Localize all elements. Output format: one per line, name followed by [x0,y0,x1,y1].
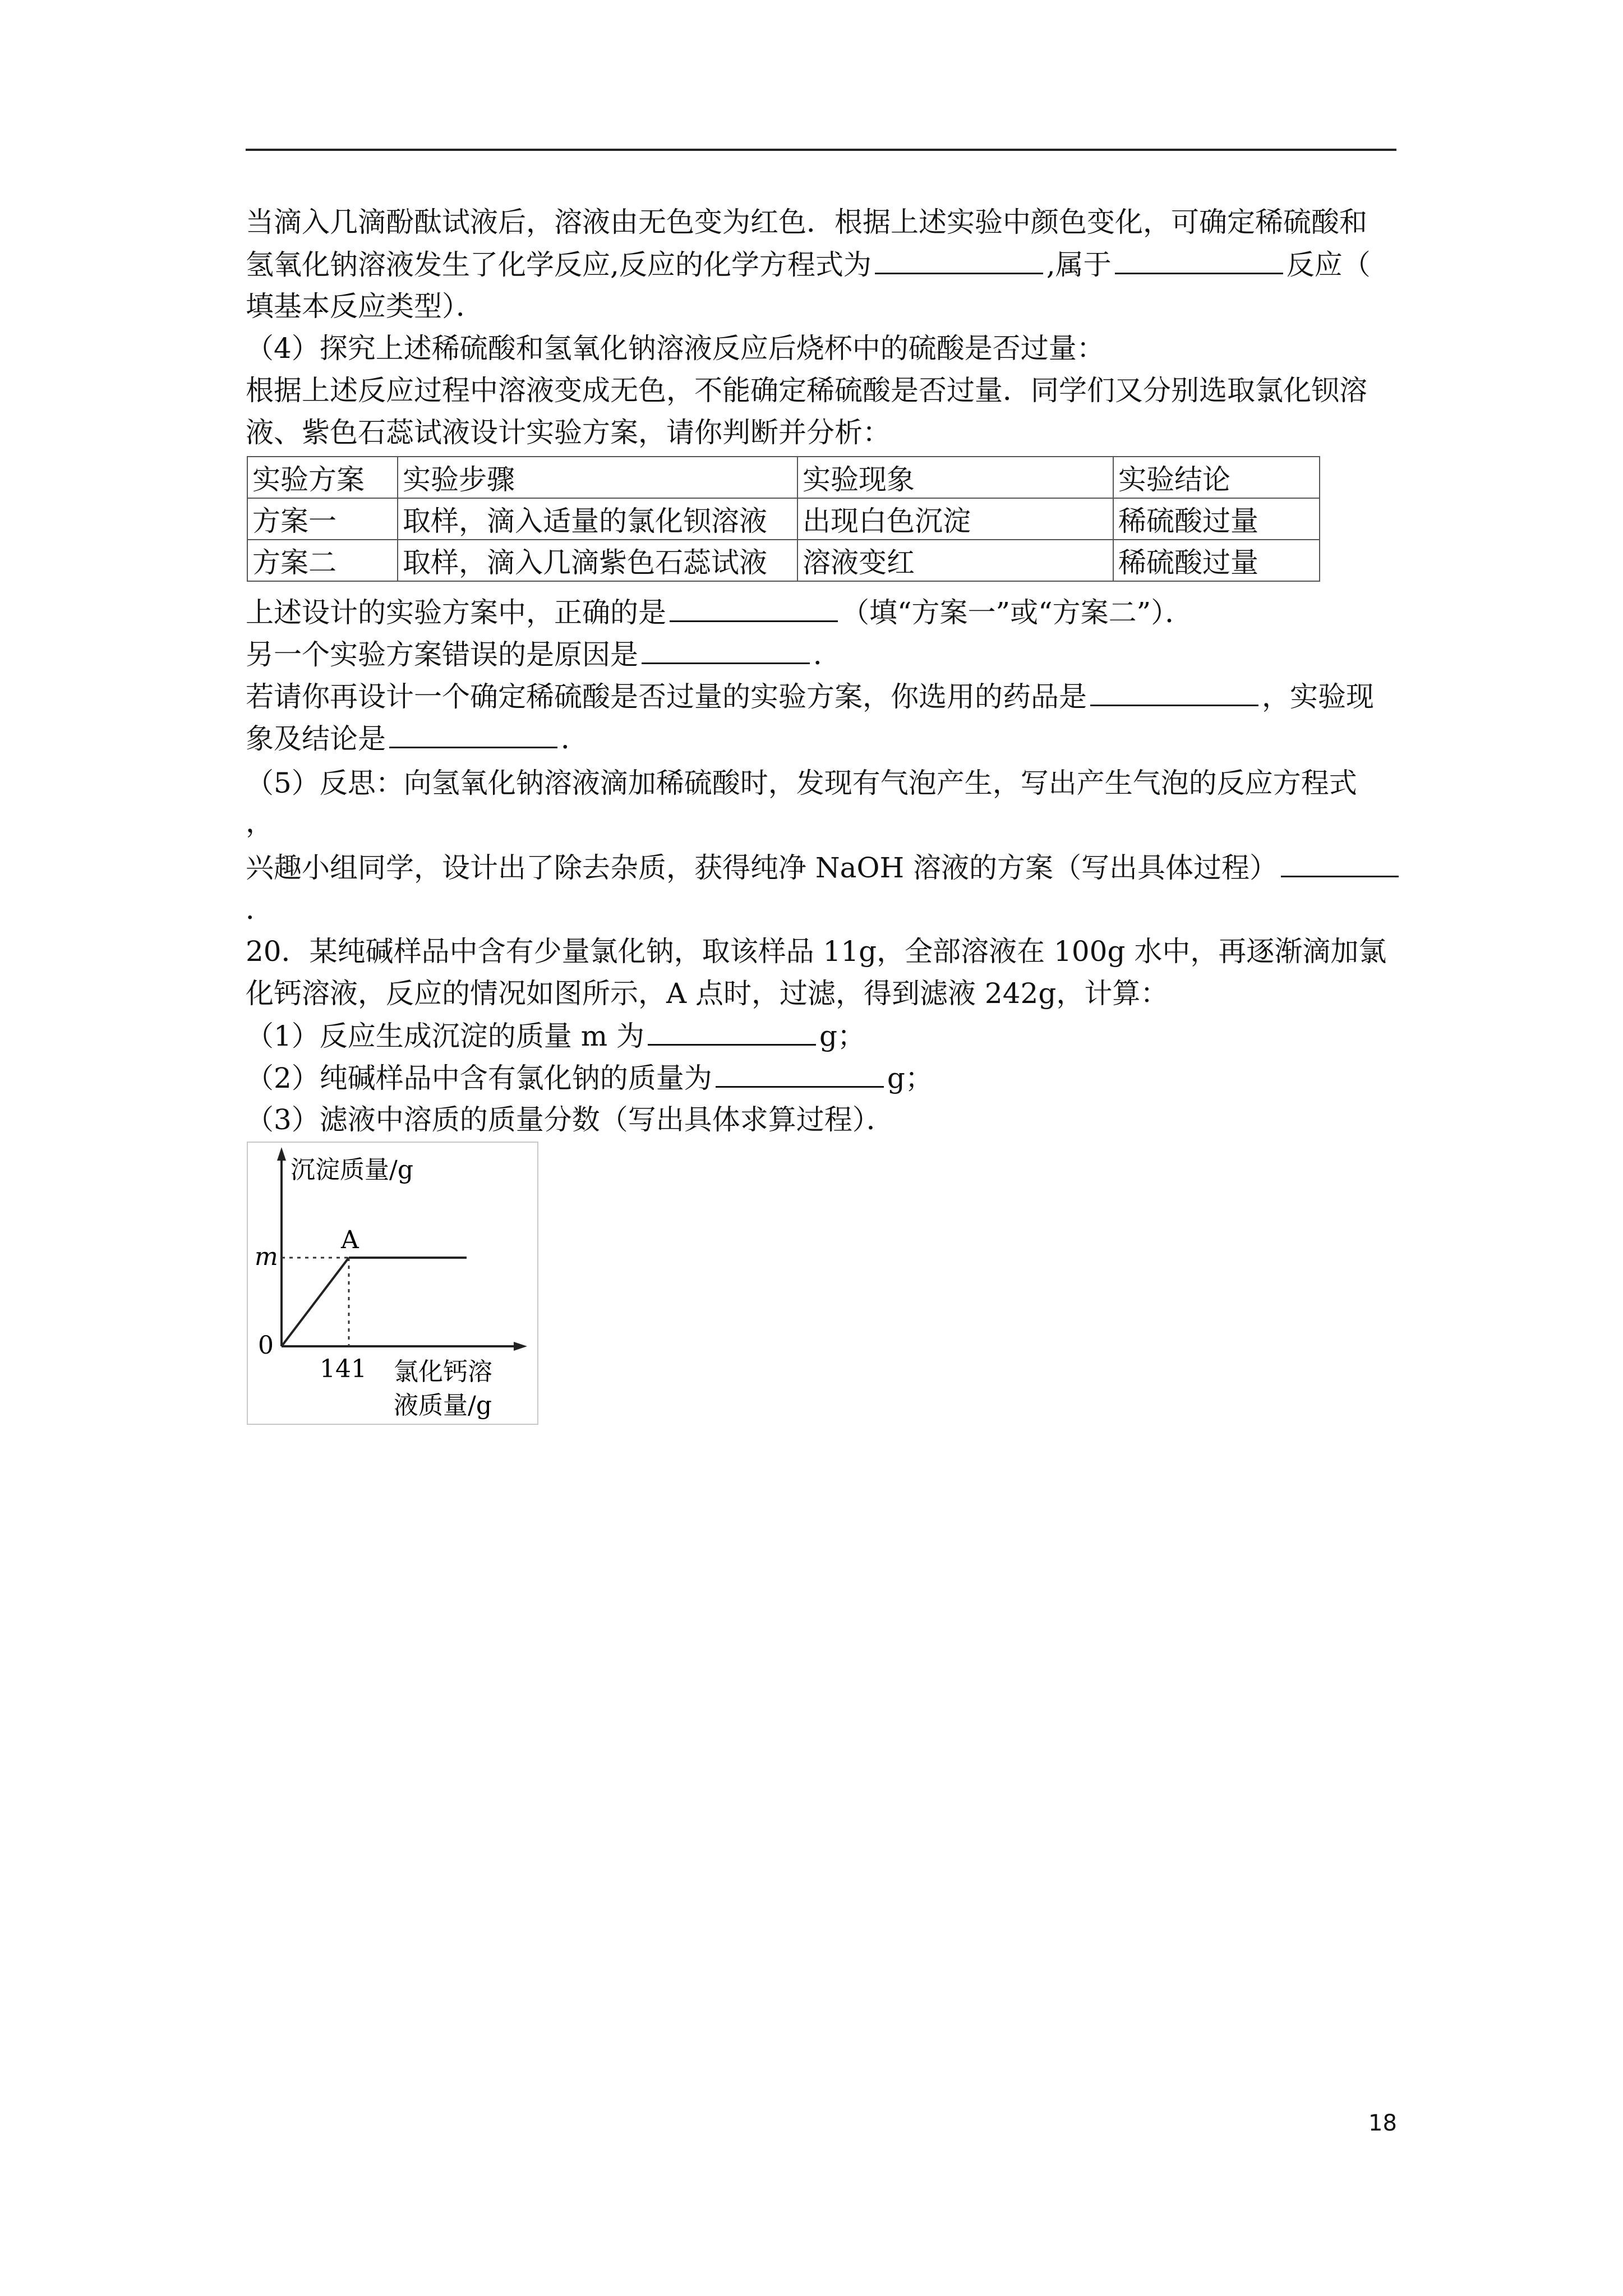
point-a-label: A [341,1226,359,1254]
text-line [246,1060,933,1096]
precipitate-graph [247,1142,538,1425]
figure-frame [247,1142,538,1424]
table-header-cell: 实验步骤 [398,457,797,498]
table-cell: 取样，滴入适量的氯化钡溶液 [398,498,797,540]
table-row [247,498,1320,540]
text-fragment: 上述设计的实验方案中，正确的是 [246,596,666,629]
text-fragment: ，实验现 [1262,680,1374,713]
text-line: （5）反思：向氢氧化钠溶液滴加稀硫酸时，发现有气泡产生，写出产生气泡的反应方程式 [246,767,1357,799]
text-line [246,595,1193,630]
text-line [246,721,589,756]
text-line: （4）探究上述稀硫酸和氢氧化钠溶液反应后烧杯中的硫酸是否过量： [246,332,1105,365]
text-line [246,637,841,672]
text-fragment: 象及结论是 [246,723,386,755]
text-fragment: g； [819,1020,866,1052]
answer-blank [875,247,1043,274]
answer-blank [648,1018,816,1046]
header-rule [246,149,1396,151]
table-header-row [247,457,1320,498]
text-line: 液、紫色石蕊试液设计实验方案，请你判断并分析： [246,416,891,449]
table-header-cell: 实验方案 [247,457,398,498]
table-cell: 取样，滴入几滴紫色石蕊试液 [398,540,797,581]
text-line: 根据上述反应过程中溶液变成无色，不能确定稀硫酸是否过量．同学们又分别选取氯化钡溶 [246,374,1367,407]
text-fragment: （2）纯碱样品中含有氯化钠的质量为 [246,1062,712,1094]
text-fragment: g； [887,1062,933,1094]
answer-blank [1281,850,1399,877]
text-line: 填基本反应类型）． [246,290,484,323]
text-fragment: ,属于 [1046,249,1112,281]
x-axis-label-line2: 液质量/g [394,1391,492,1420]
table-cell: 稀硫酸过量 [1113,498,1320,540]
text-line [246,850,1402,885]
answer-blank [389,721,557,748]
y-axis-label: 沉淀质量/g [291,1156,413,1184]
text-fragment: （1）反应生成沉淀的质量 m 为 [246,1020,645,1052]
text-line: 化钙溶液，反应的情况如图所示，A 点时，过滤，得到滤液 242g，计算： [246,977,1169,1010]
text-line [246,1018,865,1053]
origin-label: 0 [258,1331,274,1360]
text-fragment: ． [813,638,841,671]
text-fragment: 另一个实验方案错误的是原因是 [246,638,638,671]
text-fragment: 若请你再设计一个确定稀硫酸是否过量的实验方案，你选用的药品是 [246,680,1087,713]
experiment-plan-table [247,456,1320,582]
answer-blank [716,1060,884,1088]
answer-blank [1090,679,1258,706]
text-fragment: 反应（ [1286,249,1371,281]
table-cell: 出现白色沉淀 [797,498,1113,540]
table-header-cell: 实验结论 [1113,457,1320,498]
text-fragment: 兴趣小组同学，设计出了除去杂质，获得纯净 NaOH 溶液的方案（写出具体过程） [246,852,1278,884]
text-line: ． [246,893,274,926]
table-row [247,540,1320,581]
text-fragment: ． [561,723,589,755]
table-header-cell: 实验现象 [797,457,1113,498]
text-fragment: （填“方案一”或“方案二”）． [841,596,1193,629]
text-fragment: 氢氧化钠溶液发生了化学反应,反应的化学方程式为 [246,249,872,281]
text-line: （3）滤液中溶质的质量分数（写出具体求算过程）． [246,1103,895,1136]
table-cell: 溶液变红 [797,540,1113,581]
text-line: 20．某纯碱样品中含有少量氯化钠，取该样品 11g，全部溶液在 100g 水中，再逐渐滴加氯 [246,935,1387,968]
answer-blank [670,595,838,622]
table-cell: 方案二 [247,540,398,581]
text-line: 当滴入几滴酚酞试液后，溶液由无色变为红色．根据上述实验中颜色变化，可确定稀硫酸和 [246,206,1367,238]
page-number: 18 [1368,2110,1397,2136]
text-line [246,679,1374,714]
answer-blank [1115,247,1283,274]
text-line [246,247,1371,282]
table-cell: 方案一 [247,498,398,540]
x-axis-label-line1: 氯化钙溶 [394,1358,492,1386]
answer-blank [642,637,810,664]
text-line: ， [246,806,274,839]
m-tick-label: m [255,1243,278,1271]
x-tick-label: 141 [320,1355,367,1383]
table-cell: 稀硫酸过量 [1113,540,1320,581]
